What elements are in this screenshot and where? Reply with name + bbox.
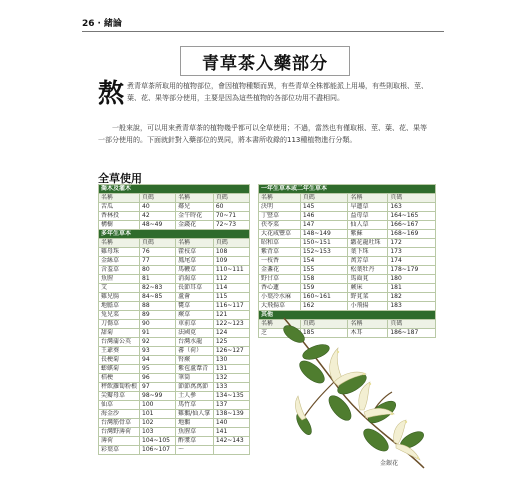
plant-name-cell: 酢漿草: [176, 437, 214, 446]
intro-paragraph: [98, 79, 432, 109]
table-row: [99, 221, 250, 230]
dropcap: 熬: [98, 79, 125, 109]
page-ref-cell: 181: [388, 284, 436, 293]
page-ref-cell: 140: [213, 419, 249, 428]
plant-name-cell: 消渴草: [176, 275, 214, 284]
page-ref-cell: 131: [213, 365, 249, 374]
plant-name-cell: 蟛蜞菊: [99, 365, 140, 374]
page-ref-cell: 110~111: [213, 266, 249, 275]
plant-name-cell: 筆筒: [176, 374, 214, 383]
column-header: 名稱: [176, 239, 214, 248]
page-ref-cell: [213, 446, 249, 455]
section-header-label: 其他: [259, 311, 436, 320]
table-row: [259, 239, 436, 248]
column-header: 頁碼: [388, 194, 436, 203]
page-ref-cell: 82~83: [140, 284, 176, 293]
plant-name-cell: 一枝香: [259, 257, 301, 266]
plant-name-cell: 馬鞭草: [176, 266, 214, 275]
page-ref-cell: 90: [140, 320, 176, 329]
page-ref-cell: 96: [140, 374, 176, 383]
plant-name-cell: 雞鵝/仙人掌: [176, 410, 214, 419]
table-row: [99, 392, 250, 401]
page-ref-cell: 40: [140, 203, 176, 212]
plant-name-cell: 桔梗: [99, 374, 140, 383]
table-row: [99, 419, 250, 428]
page-ref-cell: 180: [388, 275, 436, 284]
column-header: 名稱: [99, 239, 140, 248]
plant-name-cell: 紫背草: [259, 248, 301, 257]
table-row: [259, 203, 436, 212]
page-ref-cell: 116~117: [213, 302, 249, 311]
column-header: 名稱: [99, 194, 140, 203]
page-ref-cell: 125: [213, 338, 249, 347]
page-ref-cell: 88: [140, 302, 176, 311]
page-ref-cell: 80: [140, 266, 176, 275]
plant-name-cell: 甕草: [176, 302, 214, 311]
column-header-row: [99, 239, 250, 248]
table-row: [99, 446, 250, 455]
table-row: [99, 266, 250, 275]
illustration-caption: 金銀花: [380, 460, 399, 467]
table-row: [99, 302, 250, 311]
plant-name-cell: 金午時花: [176, 212, 214, 221]
page-ref-cell: 122~123: [213, 320, 249, 329]
page-ref-cell: 155: [300, 266, 348, 275]
table-row: [99, 383, 250, 392]
page-ref-cell: 137: [213, 401, 249, 410]
page-header: [82, 14, 444, 30]
section-title: 全草使用: [98, 172, 142, 185]
table-row: [99, 293, 250, 302]
table-row: [99, 248, 250, 257]
column-header: 頁碼: [300, 194, 348, 203]
page-ref-cell: 147: [300, 221, 348, 230]
plant-name-cell: 魚腥: [99, 275, 140, 284]
page-ref-cell: 158: [300, 275, 348, 284]
page-ref-cell: 114: [213, 284, 249, 293]
section-header-label: 喬木及灌木: [99, 185, 250, 194]
table-row: [259, 266, 436, 275]
header-divider: [82, 31, 444, 32]
plant-name-cell: 彩葉草: [99, 446, 140, 455]
page-ref-cell: 103: [140, 428, 176, 437]
page-ref-cell: 172: [388, 239, 436, 248]
section-header-label: 多年生草本: [99, 230, 250, 239]
table-section-header: [99, 230, 250, 239]
column-header: 頁碼: [213, 194, 249, 203]
page-number: 26 ‧ 緒論: [82, 18, 122, 29]
page-ref-cell: 173: [388, 248, 436, 257]
table-row: [259, 302, 436, 311]
page-ref-cell: 134~135: [213, 392, 249, 401]
plant-name-cell: 雞母珠: [99, 248, 140, 257]
plant-name-cell: 車前草: [176, 320, 214, 329]
column-header: 頁碼: [213, 239, 249, 248]
page-ref-cell: 146: [300, 212, 348, 221]
plant-name-cell: 野莧菜: [348, 293, 388, 302]
plant-name-cell: 松葉牡丹: [348, 266, 388, 275]
page-ref-cell: 133: [213, 383, 249, 392]
plant-name-cell: 益母草: [348, 212, 388, 221]
page-ref-cell: 92: [140, 338, 176, 347]
page-ref-cell: 91: [140, 329, 176, 338]
page-ref-cell: 145: [300, 203, 348, 212]
plant-name-cell: 仙草: [99, 401, 140, 410]
plant-name-cell: 長節耳草: [176, 284, 214, 293]
plant-name-cell: 香心蓮: [259, 284, 301, 293]
plant-name-cell: 雞兒腸: [99, 293, 140, 302]
left-table: [98, 184, 250, 455]
page-ref-cell: 89: [140, 311, 176, 320]
table-row: [259, 284, 436, 293]
plant-name-cell: ～: [176, 446, 214, 455]
page-ref-cell: 70~71: [213, 212, 249, 221]
table-row: [99, 374, 250, 383]
column-header: 名稱: [348, 320, 388, 329]
page-ref-cell: 94: [140, 356, 176, 365]
page-ref-cell: 163: [388, 203, 436, 212]
plant-name-cell: 紫蘇: [348, 230, 388, 239]
page-ref-cell: 100: [140, 401, 176, 410]
page-ref-cell: 109: [213, 257, 249, 266]
page-ref-cell: 48~49: [140, 221, 176, 230]
plant-name-cell: 金錢花: [176, 221, 214, 230]
page-title: 青草茶入藥部分: [180, 46, 350, 76]
plant-name-cell: 紫苞蘆葦青: [176, 365, 214, 374]
page-ref-cell: 164~165: [388, 212, 436, 221]
page-ref-cell: 42: [140, 212, 176, 221]
table-row: [99, 311, 250, 320]
page-ref-cell: 154: [300, 257, 348, 266]
page-ref-cell: 124: [213, 329, 249, 338]
plant-name-cell: 台灣筋骨草: [99, 419, 140, 428]
plant-name-cell: 金盞花: [259, 266, 301, 275]
plant-name-cell: 魚腥草: [176, 428, 214, 437]
plant-name-cell: 苦瓜: [99, 203, 140, 212]
page-ref-cell: 162: [300, 302, 348, 311]
plant-name-cell: 地鵝: [176, 419, 214, 428]
page-ref-cell: 130: [213, 356, 249, 365]
page-ref-cell: 152~153: [300, 248, 348, 257]
plant-name-cell: 法國莧: [176, 329, 214, 338]
plant-name-cell: 昭和草: [259, 239, 301, 248]
plant-name-cell: 甜菊: [99, 329, 140, 338]
page-ref-cell: 95: [140, 365, 176, 374]
table-row: [259, 257, 436, 266]
plant-name-cell: 節節萬萬節: [176, 383, 214, 392]
plant-name-cell: 馬竹草: [176, 401, 214, 410]
plant-name-cell: 台灣蒲公英: [99, 338, 140, 347]
plant-name-cell: 蕨床: [348, 284, 388, 293]
plant-name-cell: 仙人草: [348, 221, 388, 230]
plant-name-cell: 茯苓菜: [259, 221, 301, 230]
table-row: [259, 293, 436, 302]
page-ref-cell: 112: [213, 275, 249, 284]
column-header-row: [99, 194, 250, 203]
page-ref-cell: 168~169: [388, 230, 436, 239]
column-header: 頁碼: [140, 194, 176, 203]
plant-name-cell: 木耳: [348, 329, 388, 338]
page-ref-cell: 132: [213, 374, 249, 383]
table-row: [99, 329, 250, 338]
table-row: [99, 338, 250, 347]
table-row: [99, 365, 250, 374]
page-ref-cell: 185: [300, 329, 348, 338]
plant-name-cell: 早蓮草: [348, 203, 388, 212]
column-header: 頁碼: [388, 320, 436, 329]
plant-name-cell: 丁豎草: [259, 212, 301, 221]
page-ref-cell: 126~127: [213, 347, 249, 356]
section-header-label: 一年生草本或二年生草本: [259, 185, 436, 194]
table-row: [99, 410, 250, 419]
plant-name-cell: 構樹: [99, 221, 140, 230]
plant-name-cell: 葉下珠: [348, 248, 388, 257]
table-row: [99, 356, 250, 365]
page-ref-cell: 159: [300, 284, 348, 293]
plant-name-cell: 長梗菊: [99, 356, 140, 365]
page-ref-cell: 104~105: [140, 437, 176, 446]
plant-name-cell: 蕃（荷）: [176, 347, 214, 356]
plant-name-cell: 野甘草: [259, 275, 301, 284]
page-ref-cell: 77: [140, 257, 176, 266]
plant-name-cell: 金絲草: [99, 257, 140, 266]
page-ref-cell: 141: [213, 428, 249, 437]
plant-name-cell: 刀傷草: [99, 320, 140, 329]
plant-name-cell: 小葉冷水麻: [259, 293, 301, 302]
plant-name-cell: 藿枝草: [176, 248, 214, 257]
plant-name-cell: 鄰兒: [176, 203, 214, 212]
table-row: [99, 437, 250, 446]
page-ref-cell: 121: [213, 311, 249, 320]
plant-name-cell: 大花咸豐草: [259, 230, 301, 239]
page-ref-cell: 81: [140, 275, 176, 284]
plant-name-cell: 鳳尾草: [176, 257, 214, 266]
column-header: 名稱: [259, 194, 301, 203]
table-row: [99, 401, 250, 410]
plant-name-cell: 尖瓣母草: [99, 392, 140, 401]
plant-name-cell: 決明: [259, 203, 301, 212]
page-ref-cell: 178~179: [388, 266, 436, 275]
plant-name-cell: 王爺葵: [99, 347, 140, 356]
plant-name-cell: 秤飲蘿蔔粉根: [99, 383, 140, 392]
plant-name-cell: 馬齒莧: [348, 275, 388, 284]
table-row: [99, 275, 250, 284]
page-ref-cell: 101: [140, 410, 176, 419]
page-ref-cell: 142~143: [213, 437, 249, 446]
plant-name-cell: 台灣野薄荷: [99, 428, 140, 437]
page-ref-cell: 84~85: [140, 293, 176, 302]
column-header: 頁碼: [140, 239, 176, 248]
table-row: [259, 230, 436, 239]
intro-text: 煮青草茶所取用的植物部位，會因植物種類而異，有些青草全株都能派上用場，有些則取根、莖、葉、花、果等部分使用，主要是因為這些植物的各部位功用不盡相同。: [127, 82, 429, 102]
table-section-header: [259, 185, 436, 194]
plant-name-cell: 腎蕨: [176, 356, 214, 365]
page-ref-cell: 102: [140, 419, 176, 428]
plant-name-cell: 芝: [259, 329, 301, 338]
table-row: [259, 275, 436, 284]
plant-name-cell: 台灣水龍: [176, 338, 214, 347]
page-ref-cell: 76: [140, 248, 176, 257]
page-ref-cell: 138~139: [213, 410, 249, 419]
plant-name-cell: 蘆薈: [176, 293, 214, 302]
plant-name-cell: 小飛揚: [348, 302, 388, 311]
page-ref-cell: 93: [140, 347, 176, 356]
page-ref-cell: 72~73: [213, 221, 249, 230]
table-row: [99, 212, 250, 221]
table-row: [99, 428, 250, 437]
plant-name-cell: 繖花龍吐珠: [348, 239, 388, 248]
page-ref-cell: 60: [213, 203, 249, 212]
table-row: [259, 221, 436, 230]
plant-name-cell: 含羞草: [99, 266, 140, 275]
column-header-row: [259, 194, 436, 203]
plant-name-cell: 大飛揚草: [259, 302, 301, 311]
plant-name-cell: 兔兒菜: [99, 311, 140, 320]
page-ref-cell: 106~107: [140, 446, 176, 455]
table-row: [99, 257, 250, 266]
table-row: [259, 212, 436, 221]
page-ref-cell: 97: [140, 383, 176, 392]
page-ref-cell: 186~187: [388, 329, 436, 338]
table-row: [259, 248, 436, 257]
body-paragraph: 一般來說，可以用來煮青草茶的植物幾乎都可以全草使用；不過，當然也有僅取根、莖、葉、花、果等一部分使用的。下面就針對入藥部位的異同，將本書所收錄的113種植物進行分類。: [98, 124, 427, 144]
plant-name-cell: 海金沙: [99, 410, 140, 419]
honeysuckle-illustration: [264, 312, 436, 478]
column-header: 名稱: [259, 320, 301, 329]
column-header: 頁碼: [300, 320, 348, 329]
table-row: [99, 347, 250, 356]
table-row: [99, 203, 250, 212]
page-ref-cell: 160~161: [300, 293, 348, 302]
plant-name-cell: 艾: [99, 284, 140, 293]
plant-name-cell: 香林投: [99, 212, 140, 221]
column-header: 名稱: [348, 194, 388, 203]
page-ref-cell: 98~99: [140, 392, 176, 401]
plant-name-cell: 萬芳草: [348, 257, 388, 266]
table-section-header: [99, 185, 250, 194]
page-ref-cell: 174: [388, 257, 436, 266]
plant-name-cell: 地膽草: [99, 302, 140, 311]
page-ref-cell: 108: [213, 248, 249, 257]
column-header: 名稱: [176, 194, 214, 203]
page-ref-cell: 166~167: [388, 221, 436, 230]
page-ref-cell: 182: [388, 293, 436, 302]
table-row: [99, 320, 250, 329]
plant-name-cell: 薄荷: [99, 437, 140, 446]
page-ref-cell: 183: [388, 302, 436, 311]
plant-name-cell: 土人參: [176, 392, 214, 401]
table-row: [99, 284, 250, 293]
plant-name-cell: 蕨草: [176, 311, 214, 320]
page-ref-cell: 148~149: [300, 230, 348, 239]
page-ref-cell: 115: [213, 293, 249, 302]
page-ref-cell: 150~151: [300, 239, 348, 248]
